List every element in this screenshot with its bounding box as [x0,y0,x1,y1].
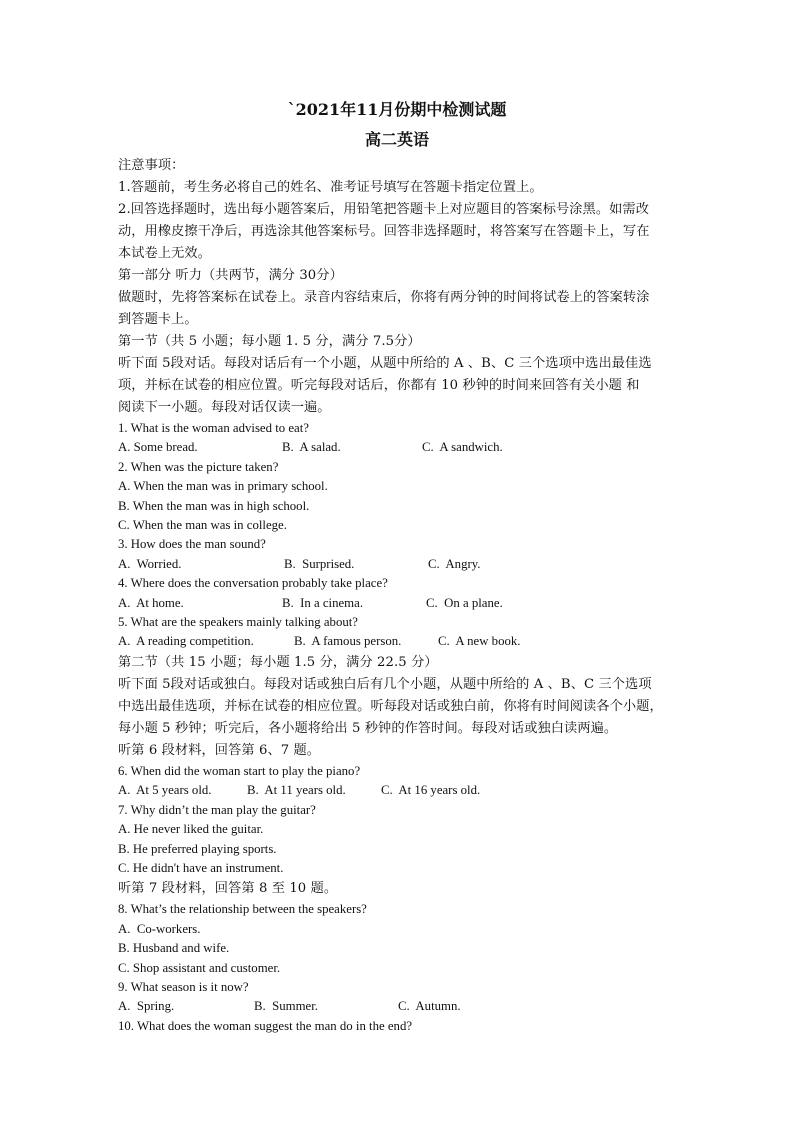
question-stem: 6. When did the woman start to play the piano? [118,763,361,778]
part-intro: 到答题卡上。 [118,312,198,327]
material-instruction: 听第 7 段材料，回答第 8 至 10 题。 [118,881,338,897]
option-a: A. Spring. [118,999,175,1014]
part-intro: 做题时，先将答案标在试卷上。录音内容结束后，你将有两分钟的时间将试卷上的答案转涂 [118,290,650,305]
option-c: C. A sandwich. [422,440,503,455]
section-heading: 第一节（共 5 小题；每小题 1. 5 分，满分 7.5分） [118,334,421,349]
option-c: C. Autumn. [398,999,461,1014]
option-a: A. Worried. [118,556,182,571]
question-options [118,781,676,800]
question-options [118,438,676,457]
option-a: A. Co-workers. [118,921,201,936]
question-options [118,594,676,613]
option-a: A. At home. [118,595,184,610]
section-intro: 阅读下一小题。每段对话仅读一遍。 [118,400,331,415]
question-stem: 10. What does the woman suggest the man do in the end? [118,1018,413,1033]
notes-item: 1.答题前，考生务必将自己的姓名、准考证号填写在答题卡指定位置上。 [118,180,543,195]
option-a: A. A reading competition. [118,634,254,649]
exam-subject: 高二英语 [364,130,429,149]
option-a: A. Some bread. [118,440,198,455]
material-instruction: 听第 6 段材料，回答第 6、7 题。 [118,742,321,758]
option-b: B. Husband and wife. [118,941,230,956]
notes-item: 动，用橡皮擦干净后，再选涂其他答案标号。回答非选择题时，将答案写在答题卡上，写在 [118,224,650,239]
option-b: B. In a cinema. [282,595,364,610]
question-stem: 3. How does the man sound? [118,537,266,552]
question-options [118,632,676,651]
question-stem: 7. Why didn’t the man play the guitar? [118,802,316,817]
question-stem: 4. Where does the conversation probably take place? [118,576,388,591]
section-intro: 每小题 5 秒钟；听完后，各小题将给出 5 秒钟的作答时间。每段对话或独白读两遍。 [118,720,618,736]
option-c: C. When the man was in college. [118,518,287,533]
option-b: B. At 11 years old. [247,783,346,798]
option-b: B. A salad. [282,440,341,455]
section-heading: 第二节（共 15 小题；每小题 1.5 分，满分 22.5 分） [118,654,438,670]
option-c: C. On a plane. [426,595,503,610]
question-stem: 1. What is the woman advised to eat? [118,421,309,435]
option-b: B. When the man was in high school. [118,498,310,513]
part-heading: 第一部分 听力（共两节，满分 30分） [118,268,343,283]
option-c: C. Shop assistant and customer. [118,960,281,975]
section-intro: 项，并标在试卷的相应位置。听完每段对话后，你都有 10 秒钟的时间来回答有关小题 和 [118,378,640,393]
option-b: B. Summer. [254,999,318,1014]
exam-title: `2021年11月份期中检测试题 [287,100,507,119]
section-intro: 中选出最佳选项，并标在试卷的相应位置。听每段对话或独白前，你将有时间阅读各个小题， [118,698,663,714]
option-a: A. At 5 years old. [118,783,212,798]
option-c: C. At 16 years old. [381,783,481,798]
option-a: A. When the man was in primary school. [118,479,328,494]
question-stem: 2. When was the picture taken? [118,459,279,474]
question-options [118,997,676,1016]
option-b: B. A famous person. [294,634,402,649]
option-c: C. He didn't have an instrument. [118,860,284,875]
exam-body [118,155,676,1036]
option-c: C. A new book. [438,634,521,649]
question-stem: 5. What are the speakers mainly talking about? [118,615,358,630]
notes-item: 2.回答选择题时，选出每小题答案后，用铅笔把答题卡上对应题目的答案标号涂黑。如需改 [118,202,649,217]
option-a: A. He never liked the guitar. [118,822,264,837]
section-intro: 听下面 5段对话或独白。每段对话或独白后有几个小题，从题中所给的 A 、B、C 三个选项 [118,676,652,692]
question-options [118,555,676,574]
notes-heading: 注意事项： [118,158,185,173]
option-b: B. Surprised. [284,556,355,571]
section-intro: 听下面 5段对话。每段对话后有一个小题，从题中所给的 A 、B、C 三个选项中选出最佳选 [118,356,652,371]
notes-item: 本试卷上无效。 [118,246,212,261]
question-stem: 9. What season is it now? [118,979,249,994]
option-b: B. He preferred playing sports. [118,841,277,856]
option-c: C. Angry. [428,556,481,571]
question-stem: 8. What’s the relationship between the speakers? [118,902,367,917]
